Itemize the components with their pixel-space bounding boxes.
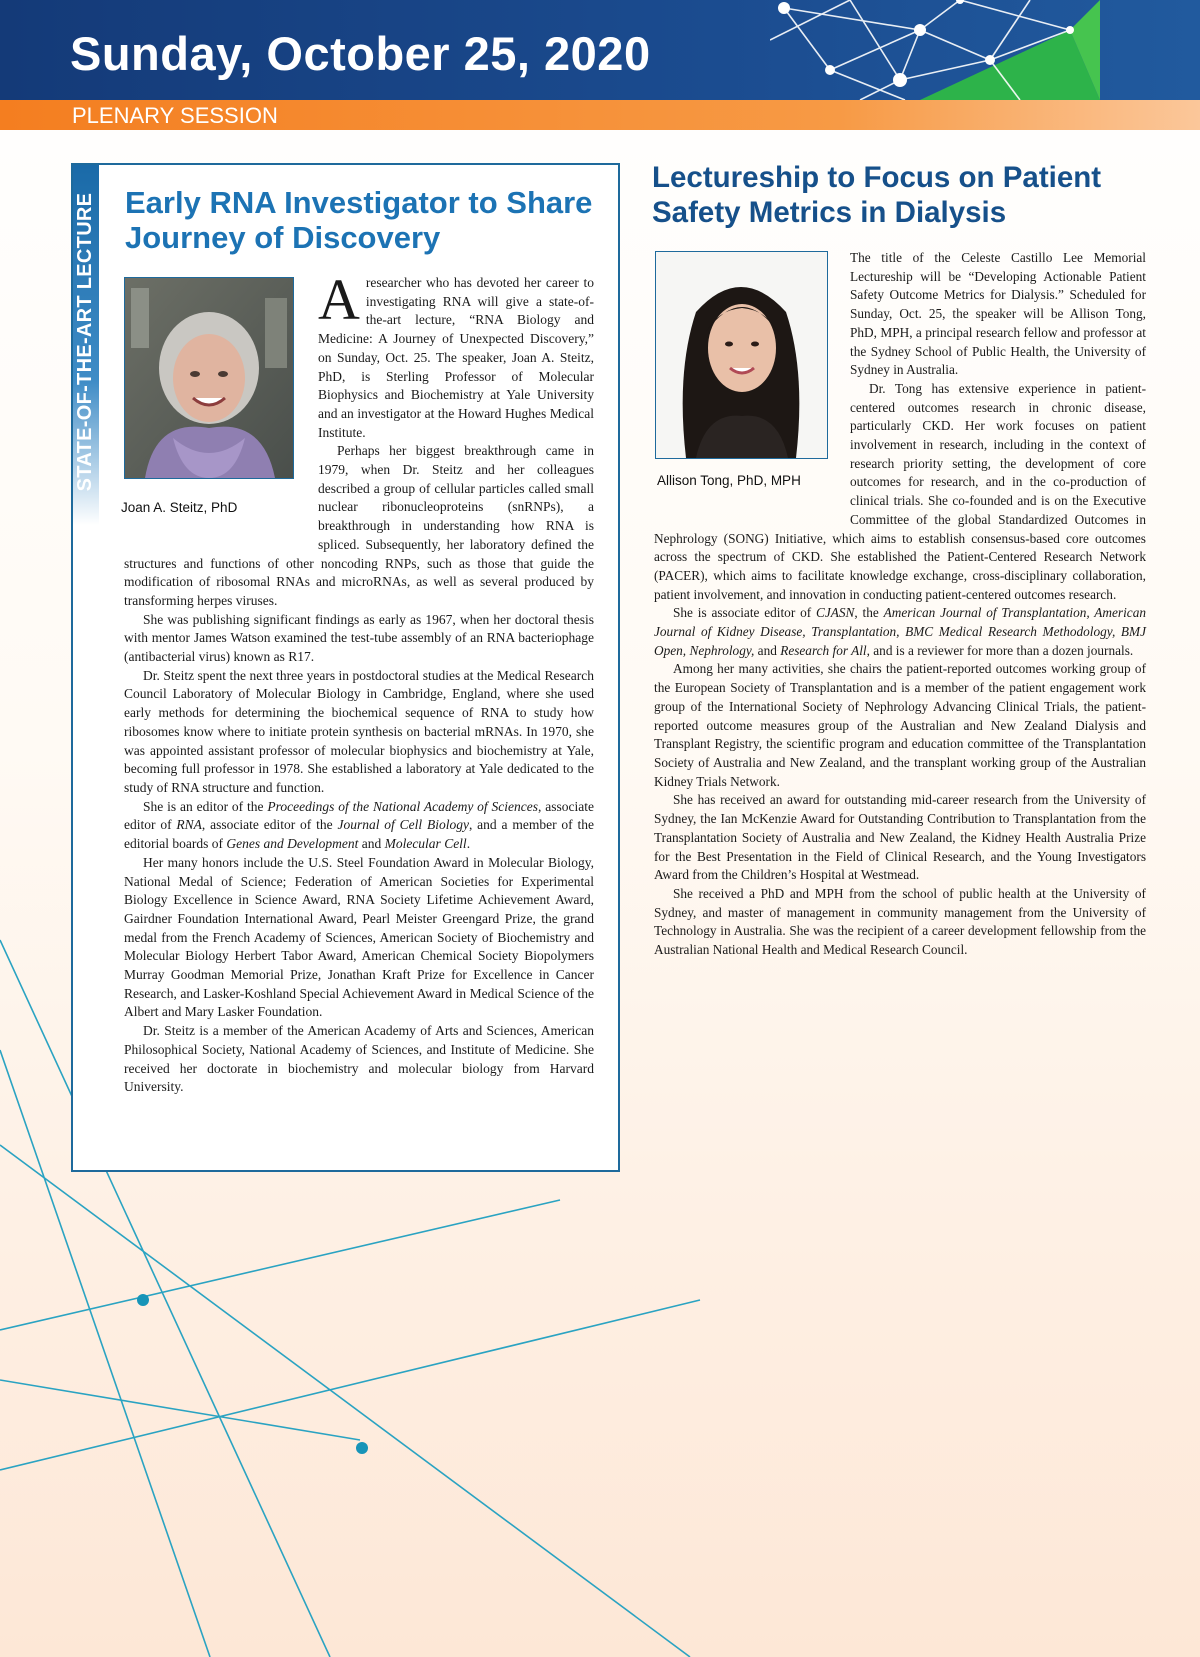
session-label: PLENARY SESSION [72, 103, 278, 128]
paragraph: She is an editor of the Proceedings of the National Academy of Sciences, associate editor of RNA, associate editor of the Journal of Cell Biology, and a member of the editorial boards of Genes and Development and Molecular Cell. [124, 798, 594, 852]
section-side-tab [73, 165, 99, 525]
joan-steitz-caption: Joan A. Steitz, PhD [121, 500, 238, 515]
paragraph: A researcher who has devoted her career to investigating RNA will give a state-of-the-art lecture, “RNA Biology and Medicine: A Journey of Unexpected Discovery,” on Sunday, Oct. 25. The speaker, Joan A. Steitz, PhD, is Sterling Professor of Molecular Biophysics and Biochemistry at Yale University and an investigator at the Howard Hughes Medical Institute. [318, 267, 594, 440]
paragraph: Dr. Steitz is a member of the American Academy of Arts and Sciences, American Philosophical Society, National Academy of Sciences, and Institute of Medicine. She received her doctorate in biochemistry and molecular biology from Harvard University. [124, 1023, 594, 1095]
paragraph: Dr. Steitz spent the next three years in postdoctoral studies at the Medical Research Council Laboratory of Molecular Biology in Cambridge, England, where she used early methods for determining the biochemical sequence of RNA to study how ribosomes know where to initiate protein synthesis on bacterial mRNAs. In 1970, she was appointed assistant professor of molecular biophysics and biochemistry at Yale, becoming full professor in 1978. She established a laboratory at Yale dedicated to the study of RNA structure and function. [124, 667, 594, 795]
paragraph: The title of the Celeste Castillo Lee Memorial Lectureship will be “Developing Actionable Patient Safety Outcome Metrics for Dialysis.” Scheduled for Sunday, Oct. 25, the speaker will be Allison Tong, PhD, MPH, a principal research fellow and professor at the Sydney School of Public Health, the University of Sydney in Australia. [850, 250, 1146, 378]
paragraph: She has received an award for outstanding mid-career research from the University of Sydney, the Ian McKenzie Award for Outstanding Contribution to Transplantation from the Transplantation Society of Australia and New Zealand, the Kidney Health Australia Prize for the Best Presentation in the Field of Clinical Research, and the Young Investigators Award from the Children’s Hospital at Westmead. [654, 792, 1146, 883]
drop-cap: A [318, 267, 360, 332]
paragraph: She is associate editor of CJASN, the American Journal of Transplantation, American Journal of Kidney Disease, Transplantation, BMC Medical Research Methodology, BMJ Open, Nephrology, and Research for All, and is a reviewer for more than a dozen journals. [654, 605, 1147, 658]
paragraph: She was publishing significant findings as early as 1967, when her doctoral thesis with mentor James Watson examined the test-tube assembly of an RNA bacteriophage (antibacterial virus) known as R17. [124, 611, 594, 665]
section-side-label: STATE-OF-THE-ART LECTURE [74, 192, 96, 492]
allison-tong-caption: Allison Tong, PhD, MPH [657, 473, 801, 488]
state-of-the-art-lecture-article [71, 163, 620, 1172]
paragraph: Perhaps her biggest breakthrough came in 1979, when Dr. Steitz and her colleagues described a group of cellular particles called small nuclear ribonucleoproteins (snRNPs), a breakthrough in understanding how RNA is spliced. Subsequently, her laboratory defined the structures and functions of other noncoding RNPs, such as those that guide the modification of ribosomal RNAs and microRNAs, as well as several produced by transforming herpes viruses. [124, 443, 594, 608]
paragraph: Among her many activities, she chairs the patient-reported outcomes working group of the European Society of Transplantation and is a member of the patient engagement work group of the International Society of Nephrology Advancing Clinical Trials, the patient-reported outcome measures group of the Australian and New Zealand Dialysis and Transplant Registry, the scientific program and education committee of the Transplantation Society of Australia and New Zealand, and the transplant working group of the Australian Kidney Trials Network. [654, 661, 1146, 789]
page-date-title: Sunday, October 25, 2020 [70, 27, 651, 80]
left-article-headline: Early RNA Investigator to Share Journey of Discovery [125, 185, 593, 255]
session-bar [0, 100, 1200, 130]
network-graphic [770, 0, 1200, 100]
paragraph: Dr. Tong has extensive experience in patient-centered outcomes research in chronic disease, particularly CKD. Her work focuses on patient involvement in research, including in the context of research priority setting, the development of core outcomes for research, and in the co-production of clinical trials. She co-founded and is on the Executive Committee of the global Standardized Outcomes in Nephrology (SONG) Initiative, which aims to establish consensus-based core outcomes across the spectrum of CKD. She established the Patient-Centered Research Network (PACER), which aims to facilitate knowledge exchange, cross-disciplinary collaboration, patient involvement, and innovation in conducting patient-centered outcomes research. [654, 380, 1146, 602]
right-article-body [654, 249, 1146, 960]
paragraph: She received a PhD and MPH from the school of public health at the University of Sydney, and master of management in community management from the University of Technology in Australia. She was the recipient of a career development fellowship from the Australian National Health and Medical Research Council. [654, 885, 1146, 958]
paragraph: Her many honors include the U.S. Steel Foundation Award in Molecular Biology, National Medal of Science; Federation of American Societies for Experimental Biology Excellence in Science Award, RNA Society Lifetime Achievement Award, Gairdner Foundation International Award, Pearl Meister Greengard Prize, the grand medal from the French Academy of Sciences, American Society of Biochemistry and Molecular Biology Herbert Tabor Award, American Chemical Society Biopolymers Murray Goodman Memorial Prize, Jonathan Kraft Prize for Excellence in Cancer Research, and Lasker-Koshland Special Achievement Award in Medical Science of the Albert and Mary Lasker Foundation. [124, 854, 594, 1020]
right-article-headline: Lectureship to Focus on Patient Safety Metrics in Dialysis [652, 161, 1102, 229]
page-header [0, 0, 1200, 100]
left-article-body [124, 267, 594, 1097]
